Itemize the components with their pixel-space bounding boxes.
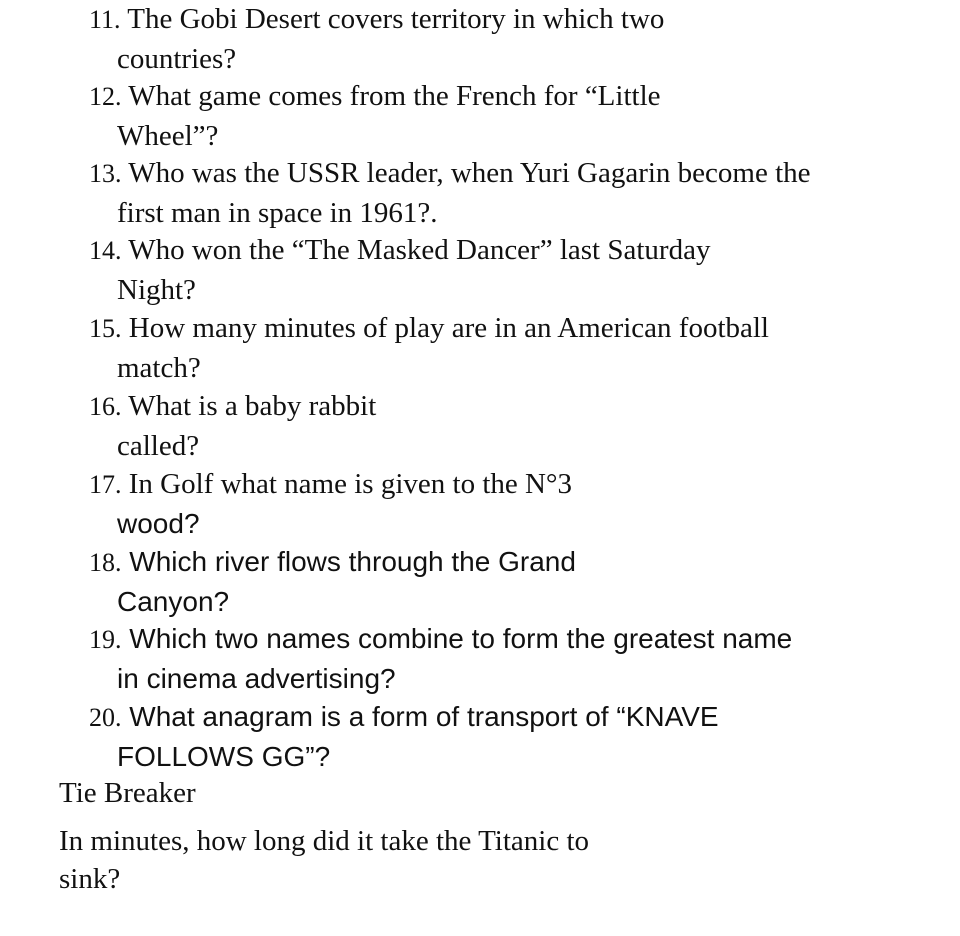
question-20 xyxy=(89,698,929,776)
question-18 xyxy=(89,543,929,621)
question-text: In Golf what name is given to the N°3 xyxy=(128,468,573,500)
question-line-2: countries? xyxy=(117,42,237,75)
question-line-2: called? xyxy=(117,429,200,462)
question-line-2: Wheel”? xyxy=(117,119,219,152)
question-number: 13. xyxy=(89,159,122,188)
question-line-1 xyxy=(89,620,929,660)
question-number: 17. xyxy=(89,470,122,499)
question-line-1 xyxy=(89,543,929,583)
question-number: 14. xyxy=(89,236,122,265)
tie-breaker-line-1: In minutes, how long did it take the Titanic to xyxy=(59,825,590,857)
question-text: Who won the “The Masked Dancer” last Saturday xyxy=(128,234,711,266)
question-number: 11. xyxy=(89,5,121,34)
question-line-1 xyxy=(89,77,929,117)
question-line-1 xyxy=(89,0,929,40)
question-line-1 xyxy=(89,231,929,271)
question-number: 15. xyxy=(89,314,122,343)
question-line-1 xyxy=(89,309,929,349)
question-text: Which two names combine to form the greatest name xyxy=(129,623,793,654)
question-number: 20. xyxy=(89,703,122,732)
question-number: 19. xyxy=(89,625,122,654)
question-line-2: wood? xyxy=(117,507,200,539)
question-13 xyxy=(89,154,929,232)
question-text: Who was the USSR leader, when Yuri Gagarin become the xyxy=(128,157,811,189)
question-14 xyxy=(89,231,929,309)
question-line-1 xyxy=(89,387,929,427)
question-11 xyxy=(89,0,929,78)
question-text: What anagram is a form of transport of “KNAVE xyxy=(129,701,719,732)
question-line-2: Canyon? xyxy=(117,585,230,617)
question-text: What game comes from the French for “Little xyxy=(128,80,661,112)
question-number: 18. xyxy=(89,548,122,577)
question-text: How many minutes of play are in an American football xyxy=(128,312,769,344)
question-12 xyxy=(89,77,929,155)
question-16 xyxy=(89,387,929,465)
question-line-2: FOLLOWS GG”? xyxy=(117,740,331,772)
tie-breaker-question xyxy=(59,822,589,898)
question-15 xyxy=(89,309,929,387)
question-text: Which river flows through the Grand xyxy=(129,546,576,577)
question-text: The Gobi Desert covers territory in which two xyxy=(127,3,665,35)
question-line-1 xyxy=(89,465,929,505)
question-number: 16. xyxy=(89,392,122,421)
question-line-2: first man in space in 1961?. xyxy=(117,196,438,229)
tie-breaker-heading: Tie Breaker xyxy=(59,777,196,809)
question-number: 12. xyxy=(89,82,122,111)
tie-breaker-line-2: sink? xyxy=(59,863,121,895)
question-17 xyxy=(89,465,929,543)
question-line-2: match? xyxy=(117,351,201,384)
question-line-1 xyxy=(89,698,929,738)
question-line-2: Night? xyxy=(117,273,196,306)
question-19 xyxy=(89,620,929,698)
question-line-1 xyxy=(89,154,929,194)
question-line-2: in cinema advertising? xyxy=(117,662,396,694)
question-text: What is a baby rabbit xyxy=(128,390,377,422)
